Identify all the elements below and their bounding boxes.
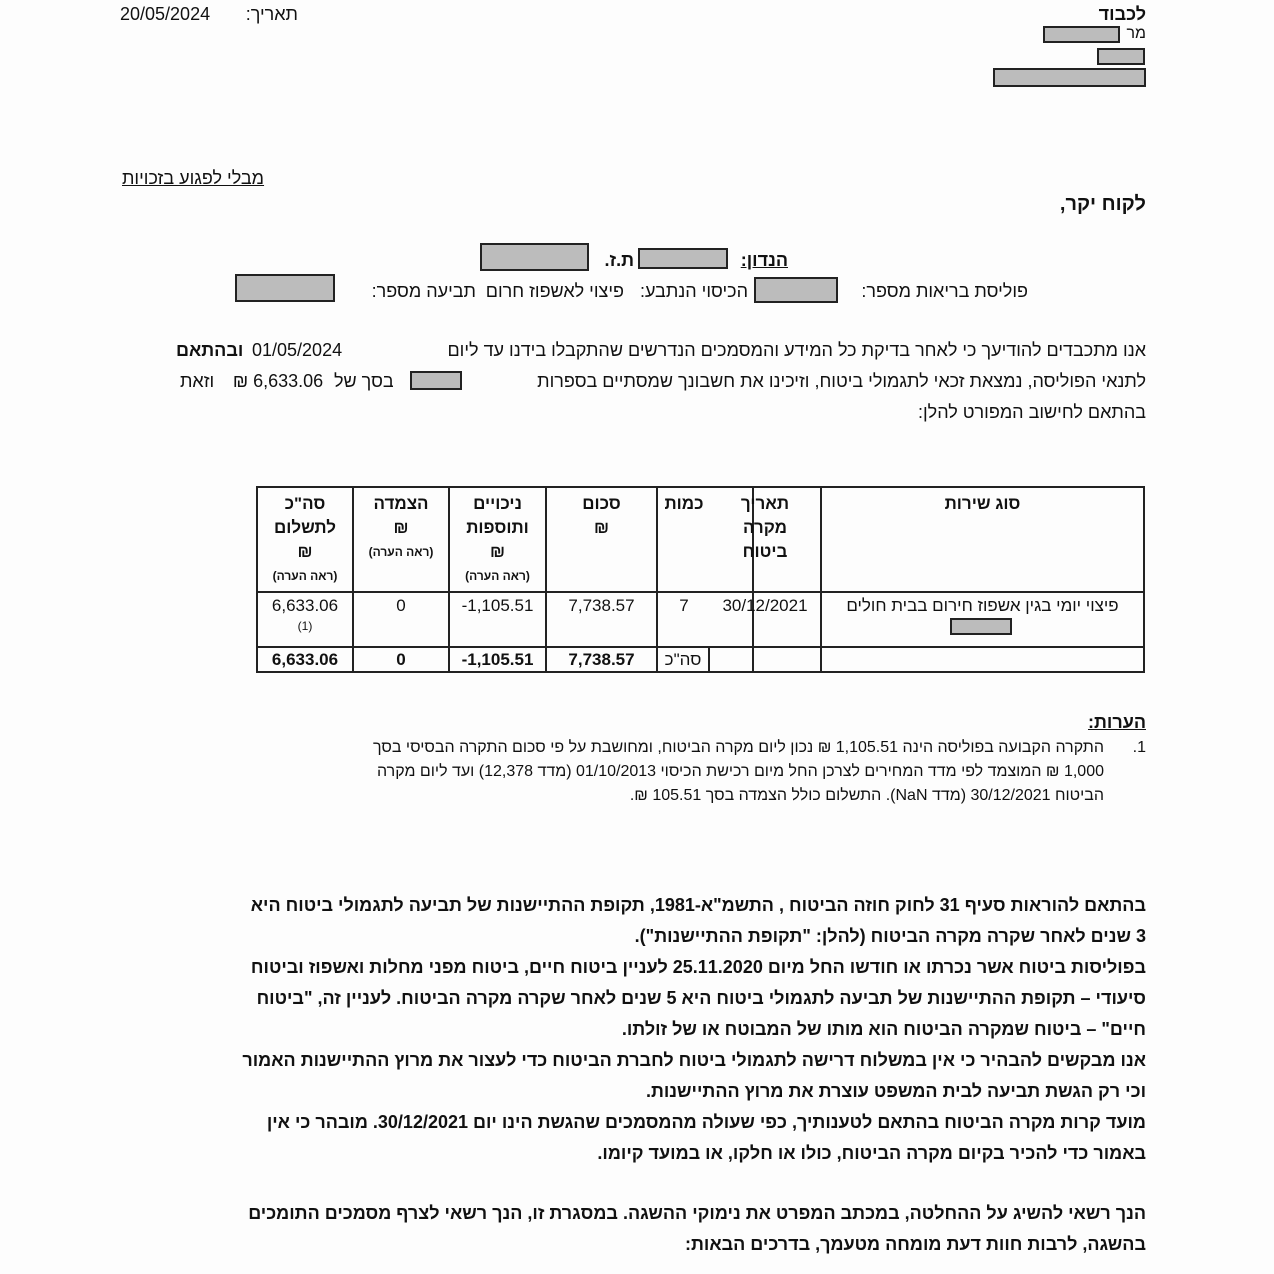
claim-label: תביעה מספר: bbox=[371, 281, 476, 301]
event-date-line-2: באמור כדי להכיר בקיום מקרה הביטוח, כולו או חלקו, או במועד קיומו. bbox=[597, 1143, 1146, 1163]
date-label: תאריך: bbox=[245, 4, 298, 24]
row-total-note: (1) bbox=[297, 619, 313, 633]
intro-date: 01/05/2024 bbox=[252, 340, 343, 360]
coverage-label: הכיסוי הנתבע: bbox=[639, 281, 748, 301]
intro-amount: 6,633.06 ₪ bbox=[232, 371, 324, 391]
greeting: לקוח יקר, bbox=[1059, 193, 1146, 215]
row-service: פיצוי יומי בגין אשפוז חירום בבית חולים bbox=[846, 596, 1119, 615]
note-line-1: התקרה הקבועה בפוליסה הינה 1,105.51 ₪ נכון ליום מקרה הביטוח, ומחושבת על פי סכום התקרה הבסיסי בסך bbox=[373, 739, 1104, 756]
legal-line-6: אנו מבקשים להבהיר כי אין במשלוח דרישה לתגמולי ביטוח לחברת הביטוח כדי לעצור את מרוץ ההתיישנות האמור bbox=[242, 1050, 1146, 1070]
recipient-to-label: לכבוד bbox=[1098, 4, 1146, 24]
totals-deductions: -1,105.51 bbox=[461, 650, 534, 669]
totals-amount: 7,738.57 bbox=[568, 650, 635, 669]
note-line-2: 1,000 ₪ המוצמד לפי מדד המחירים לצרכן החל מיום רכישת הכיסוי 01/10/2013 (מדד 12,378) ועד ליום מקרה bbox=[376, 763, 1104, 780]
redacted-recipient-name bbox=[1043, 26, 1120, 43]
totals-total: 6,633.06 bbox=[271, 650, 339, 669]
row-linkage: 0 bbox=[396, 596, 406, 615]
row-total: 6,633.06 bbox=[271, 596, 339, 615]
row-qty: 7 bbox=[679, 596, 689, 615]
event-date-line-1: מועד קרות מקרה הביטוח בהתאם לטענותיך, כפי שעולה מהמסמכים שהגשת הינו יום 30/12/2021. מובהר כי אין bbox=[266, 1112, 1146, 1132]
closing-line-2: בהשגה, לרבות חוות דעת מומחה מטעמך, בדרכים הבאות: bbox=[684, 1234, 1146, 1254]
header-deductions: ניכויים ותוספות ₪ (ראה הערה) bbox=[465, 494, 530, 583]
redacted-recipient-address bbox=[1097, 48, 1145, 65]
coverage-value: פיצוי לאשפוז חרום bbox=[485, 281, 624, 301]
intro-amount-prefix: בסך של bbox=[334, 371, 394, 391]
redacted-customer-name bbox=[638, 248, 728, 269]
legal-line-7: וכי רק הגשת תביעה לבית המשפט עוצרת את מרוץ ההתיישנות. bbox=[645, 1081, 1146, 1101]
totals-linkage: 0 bbox=[396, 650, 406, 669]
redacted-claim-number bbox=[235, 274, 335, 302]
row-amount: 7,738.57 bbox=[568, 596, 635, 615]
id-label: ת.ז. bbox=[604, 250, 634, 270]
legal-line-3: בפוליסות ביטוח אשר נכרתו או חודשו החל מיום 25.11.2020 לעניין ביטוח חיים, ביטוח מפני מחלות ואשפוז וביטוח bbox=[250, 957, 1146, 977]
redacted-policy-number bbox=[754, 277, 838, 303]
note-line-3: הביטוח 30/12/2021 (מדד NaN). התשלום כולל הצמדה בסך 105.51 ₪. bbox=[629, 787, 1104, 804]
notes-title: הערות: bbox=[1087, 712, 1146, 732]
legal-line-2: 3 שנים לאחר שקרה מקרה הביטוח (להלן: "תקופת ההתיישנות"). bbox=[634, 926, 1146, 946]
note-number: 1. bbox=[1132, 739, 1146, 756]
intro-line-3: בהתאם לחישוב המפורט להלן: bbox=[918, 402, 1146, 422]
header-amount: סכום ₪ bbox=[582, 494, 621, 537]
without-prejudice: מבלי לפגוע בזכויות bbox=[122, 168, 265, 188]
totals-label: סה"כ bbox=[664, 650, 702, 669]
policy-label: פוליסת בריאות מספר: bbox=[861, 281, 1028, 301]
redacted-hospital-name bbox=[950, 618, 1012, 635]
recipient-mr-label: מר bbox=[1126, 25, 1146, 42]
subject-label: הנדון: bbox=[740, 250, 788, 270]
legal-line-4: סיעודי – תקופת ההתיישנות של תביעה לתגמולי ביטוח היא 5 שנים לאחר שקרה מקרה הביטוח. לעניין זה, "ביטוח bbox=[256, 988, 1146, 1008]
legal-line-1: בהתאם להוראות סעיף 31 לחוק חוזה הביטוח , התשמ"א-1981, תקופת ההתיישנות של תביעה לתגמולי ביטוח היא bbox=[250, 895, 1146, 915]
header-date: תאריך מקרה ביטוח bbox=[740, 494, 790, 561]
row-date: 30/12/2021 bbox=[722, 596, 808, 615]
date-value: 20/05/2024 bbox=[120, 4, 211, 24]
header-linkage: הצמדה ₪ (ראה הערה) bbox=[368, 494, 434, 559]
legal-line-5: חיים" – ביטוח שמקרה הביטוח הוא מותו של המבוטח או של זולתו. bbox=[621, 1019, 1146, 1039]
redacted-recipient-city bbox=[993, 68, 1146, 87]
intro-line-1: אנו מתכבדים להודיעך כי לאחר בדיקת כל המידע והמסמכים הנדרשים שהתקבלו בידנו עד ליום bbox=[447, 340, 1146, 360]
closing-line-1: הנך רשאי להשיג על ההחלטה, במכתב המפרט את נימוקי ההשגה. במסגרת זו, הנך רשאי לצרף מסמכים התומכים bbox=[248, 1203, 1146, 1223]
redacted-account-digits bbox=[410, 371, 462, 390]
header-total: סה"כ לתשלום ₪ (ראה הערה) bbox=[272, 494, 338, 583]
intro-line-2-end: וזאת bbox=[180, 371, 215, 391]
header-service: סוג שירות bbox=[944, 494, 1021, 513]
payment-table bbox=[256, 486, 1145, 673]
row-deductions: -1,105.51 bbox=[461, 596, 534, 615]
intro-line-1-end: ובהתאם bbox=[176, 340, 244, 360]
intro-line-2: לתנאי הפוליסה, נמצאת זכאי לתגמולי ביטוח, וזיכינו את חשבונך שמסתיים בספרות bbox=[537, 371, 1146, 391]
redacted-id-number bbox=[480, 243, 589, 271]
header-qty: כמות bbox=[664, 494, 704, 513]
